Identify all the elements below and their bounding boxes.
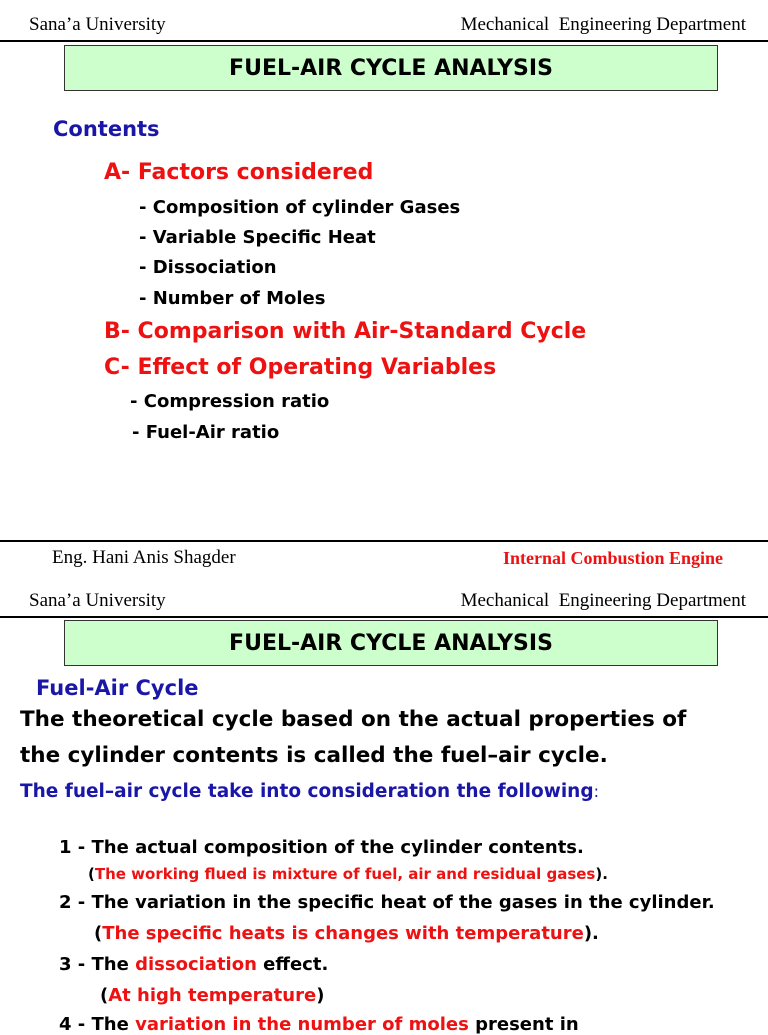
slide-fuel-air-cycle [0,577,768,1035]
item-highlight: dissociation [135,954,257,975]
paren-open: ( [100,985,109,1006]
definition-line-2: the cylinder contents is called the fuel–air cycle. [20,743,608,768]
section-heading-b: B- Comparison with Air-Standard Cycle [104,319,587,344]
header-department: Mechanical Engineering Department [460,14,746,35]
paren-open: ( [88,865,95,883]
factor-item: - Number of Moles [139,288,326,309]
item-highlight: variation in the number of moles [135,1014,469,1035]
consideration-text: The fuel–air cycle take into consideration the following [20,781,594,802]
consideration-intro [20,781,599,802]
footer-course: Internal Combustion Engine [502,548,723,568]
header-department: Mechanical Engineering Department [460,590,746,611]
definition-line-1: The theoretical cycle based on the actual properties of [20,707,687,732]
consideration-colon: : [593,782,599,801]
contents-heading: Contents [53,117,160,141]
header-rule [0,40,768,42]
consideration-item-1: 1 - The actual composition of the cylinder contents. [59,837,584,858]
paren-close: ). [595,865,608,883]
paren-close: ). [583,923,599,944]
item-text: 3 - The [59,954,136,975]
fuel-air-cycle-heading: Fuel-Air Cycle [36,676,199,700]
paren-close: ) [316,985,325,1006]
paren-open: ( [94,923,103,944]
header-rule [0,616,768,618]
consideration-item-4 [59,1014,579,1035]
footer-rule [0,540,768,542]
consideration-note-3 [100,985,324,1006]
consideration-item-2: 2 - The variation in the specific heat of the gases in the cylinder. [59,892,715,913]
variable-item: - Fuel-Air ratio [132,422,280,443]
consideration-note-1 [88,865,608,883]
item-text: present in [468,1014,579,1035]
item-text: 4 - The [59,1014,136,1035]
note-text: The specific heats is changes with temperature [102,923,584,944]
consideration-item-3 [59,954,328,975]
note-text: The working flued is mixture of fuel, air and residual gases [94,865,596,883]
slide-title: FUEL-AIR CYCLE ANALYSIS [64,620,718,666]
slide-title: FUEL-AIR CYCLE ANALYSIS [64,45,718,91]
section-heading-a: A- Factors considered [104,160,374,185]
header-university: Sana’a University [29,590,166,611]
note-text: At high temperature [108,985,317,1006]
section-heading-c: C- Effect of Operating Variables [104,355,497,380]
footer-author: Eng. Hani Anis Shagder [52,547,236,568]
factor-item: - Composition of cylinder Gases [139,197,461,218]
variable-item: - Compression ratio [130,391,330,412]
item-text: effect. [256,954,329,975]
consideration-note-2 [94,923,599,944]
factor-item: - Variable Specific Heat [139,227,376,248]
header-university: Sana’a University [29,14,166,35]
factor-item: - Dissociation [139,257,277,278]
